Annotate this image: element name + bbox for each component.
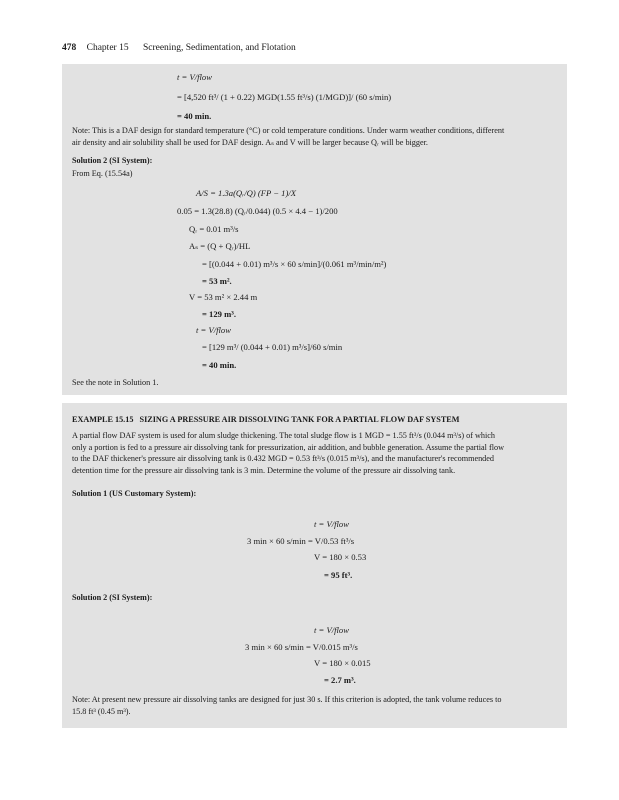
equation: = [4,520 ft³/ (1 + 0.22) MGD(1.55 ft³/s) (1/MGD)]/ (60 s/min) xyxy=(177,92,392,102)
equation: t = V/flow xyxy=(314,519,349,529)
paragraph-line: detention time for the pressure air dissolving tank is 3 min. Determine the volume of the pressure air dissolving tank. xyxy=(72,465,456,475)
paragraph-line: to the DAF thickener's pressure air dissolving tank is 0.432 MGD = 0.53 ft³/s (0.015 m³/s), and the manufacturer's recommended xyxy=(72,454,494,463)
solution-heading: Solution 1 (US Customary System): xyxy=(72,489,197,498)
equation-result: = 40 min. xyxy=(177,111,212,121)
example-paragraph xyxy=(72,430,564,476)
equation: V = 180 × 0.53 xyxy=(314,552,367,562)
paragraph-line: A partial flow DAF system is used for alum sludge thickening. The total sludge flow is 1 MGD = 1.55 ft³/s (0.044 m³/s) of which xyxy=(72,431,496,440)
note-line: 15.8 ft³ (0.45 m³). xyxy=(72,706,131,716)
equation-result: = 40 min. xyxy=(202,360,237,370)
page-number: 478 xyxy=(62,43,77,53)
equation: Aₛ = (Q + Qᵣ)/HL xyxy=(189,241,251,251)
chapter-title: Screening, Sedimentation, and Flotation xyxy=(142,43,296,53)
equation-reference: From Eq. (15.54a) xyxy=(72,169,133,178)
equation: V = 180 × 0.015 xyxy=(314,658,371,668)
solution-heading: Solution 2 (SI System): xyxy=(72,156,153,165)
equation-result: = 129 m³. xyxy=(202,309,236,319)
equation: 3 min × 60 s/min = V/0.53 ft³/s xyxy=(247,536,355,546)
equation: 0.05 = 1.3(28.8) (Qᵣ/0.044) (0.5 × 4.4 − 1)/200 xyxy=(177,206,338,216)
note-paragraph xyxy=(72,125,562,148)
equation: V = 53 m² × 2.44 m xyxy=(189,292,258,302)
equation: = [129 m³/ (0.044 + 0.01) m³/s]/60 s/min xyxy=(202,342,343,352)
solution-heading: Solution 2 (SI System): xyxy=(72,593,153,602)
equation: Qᵣ = 0.01 m³/s xyxy=(189,224,239,234)
equation-result: = 53 m². xyxy=(202,276,232,286)
note-line: Note: This is a DAF design for standard temperature (°C) or cold temperature conditions. Under warm weather conditions, different xyxy=(72,126,505,135)
note-line: air density and air solubility shall be used for DAF design. Aₛ and V will be larger because Qᵣ will be bigger. xyxy=(72,137,428,147)
chapter-label: Chapter 15 xyxy=(86,43,129,53)
equation: t = V/flow xyxy=(314,625,349,635)
equation: A/S = 1.3a(Qᵣ/Q) (FP − 1)/X xyxy=(196,188,296,198)
equation: 3 min × 60 s/min = V/0.015 m³/s xyxy=(245,642,358,652)
example-heading: EXAMPLE 15.15 SIZING A PRESSURE AIR DISSOLVING TANK FOR A PARTIAL FLOW DAF SYSTEM xyxy=(72,415,460,424)
running-header xyxy=(62,43,296,53)
note-paragraph xyxy=(72,694,564,717)
equation: = [(0.044 + 0.01) m³/s × 60 s/min]/(0.061 m³/min/m²) xyxy=(202,259,387,269)
equation: t = V/flow xyxy=(196,325,231,335)
equation: t = V/flow xyxy=(177,72,212,82)
equation-result: = 95 ft³. xyxy=(324,570,353,580)
note-line: Note: At present new pressure air dissolving tanks are designed for just 30 s. If this criterion is adopted, the tank volume reduces to xyxy=(72,695,502,704)
see-note: See the note in Solution 1. xyxy=(72,378,159,387)
paragraph-line: only a portion is fed to a pressure air dissolving tank for pressurization, air addition, and bubble generation. Assume the partial flow xyxy=(72,442,505,452)
equation-result: = 2.7 m³. xyxy=(324,675,356,685)
